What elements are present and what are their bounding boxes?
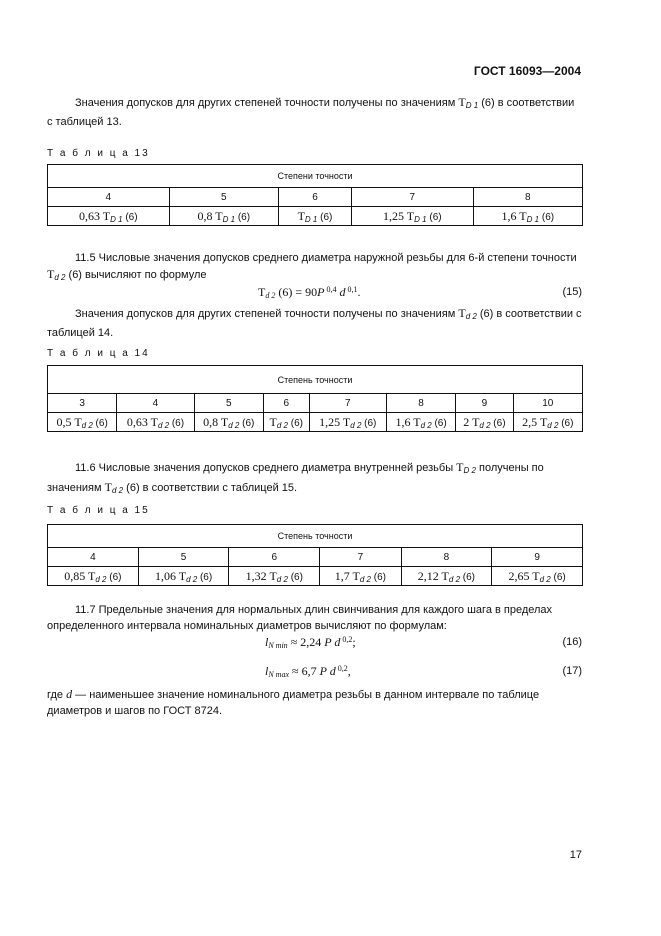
table15-col: 7 [320, 548, 401, 567]
table14-col: 3 [48, 394, 117, 413]
paragraph-table14-intro: Значения допусков для других степеней точности получены по значениям $T_{d 2}$ (6) в соответствии с таблицей 14. [47, 306, 582, 339]
table15-col: 4 [48, 548, 139, 567]
paragraph-where: где d — наименьшее значение номинального диаметра резьбы в данном интервале по таблице диаметров и шагов по ГОСТ 8724. [47, 687, 540, 717]
table-15 [47, 524, 583, 586]
table14-cell: 0,63 $T_{d 2}$ (6) [117, 413, 194, 432]
table14-col: 8 [386, 394, 455, 413]
table15-col: 6 [229, 548, 320, 567]
table13-col: 4 [48, 188, 170, 207]
table14-cell: $T_{d 2}$ (6) [263, 413, 309, 432]
table13-caption: Т а б л и ц а 13 [47, 148, 150, 159]
table-14 [47, 365, 583, 432]
table15-header: Степень точности [48, 525, 583, 548]
table13-cell: $T_{D 1}$ (6) [278, 207, 351, 226]
table13-header: Степени точности [48, 165, 583, 188]
paragraph-11-5: 11.5 Числовые значения допусков среднего диаметра наружной резьбы для 6-й степени точности $T_{d 2}$ (6) вычисляют по формуле [47, 252, 577, 282]
table15-col: 9 [492, 548, 583, 567]
page-number: 17 [569, 849, 582, 861]
document-header: ГОСТ 16093—2004 [473, 64, 581, 78]
paragraph-11-7: 11.7 Предельные значения для нормальных длин свинчивания для каждого шага в пределах определенного интервала номинальных диаметров вычисляют по формулам: [47, 604, 553, 632]
table15-cell: 0,85 $T_{d 2}$ (6) [48, 567, 139, 586]
table14-col: 9 [456, 394, 513, 413]
table-13 [47, 164, 583, 226]
table14-col: 5 [194, 394, 263, 413]
table13-cell: 1,25 $T_{D 1}$ (6) [352, 207, 474, 226]
formula-16: $l_{N min} \approx 2,24$ P d $^{0,2}$; [265, 635, 356, 650]
table14-col: 10 [513, 394, 582, 413]
table14-cell: 2,5 $T_{d 2}$ (6) [513, 413, 582, 432]
paragraph-11-6: 11.6 Числовые значения допусков среднего диаметра внутренней резьбы $T_{D 2}$ получены по значениям $T_{d 2}$ (6) в соответствии с таблицей 15. [47, 460, 544, 495]
table13-cell: 0,8 $T_{D 1}$ (6) [169, 207, 278, 226]
table13-col: 5 [169, 188, 278, 207]
formula-17: $l_{N max} \approx 6,7$ P d $^{0,2}$, [265, 664, 351, 679]
table15-cell: 2,12 $T_{d 2}$ (6) [401, 567, 492, 586]
table13-cell: 1,6 $T_{D 1}$ (6) [473, 207, 582, 226]
table15-cell: 1,32 $T_{d 2}$ (6) [229, 567, 320, 586]
equation-number-17: (17) [562, 665, 582, 677]
table14-col: 7 [309, 394, 386, 413]
table14-cell: 0,5 $T_{d 2}$ (6) [48, 413, 117, 432]
table14-cell: 2 $T_{d 2}$ (6) [456, 413, 513, 432]
table14-header: Степень точности [48, 366, 583, 394]
table14-cell: 1,25 $T_{d 2}$ (6) [309, 413, 386, 432]
table15-cell: 1,06 $T_{d 2}$ (6) [138, 567, 229, 586]
table14-caption: Т а б л и ц а 14 [47, 348, 150, 359]
table13-col: 7 [352, 188, 474, 207]
table15-cell: 2,65 $T_{d 2}$ (6) [492, 567, 583, 586]
table14-col: 6 [263, 394, 309, 413]
table13-col: 8 [473, 188, 582, 207]
equation-number-15: (15) [562, 286, 582, 298]
equation-number-16: (16) [562, 636, 582, 648]
table15-cell: 1,7 $T_{d 2}$ (6) [320, 567, 401, 586]
table15-col: 5 [138, 548, 229, 567]
table15-caption: Т а б л и ц а 15 [47, 505, 150, 516]
table14-cell: 0,8 $T_{d 2}$ (6) [194, 413, 263, 432]
table13-cell: 0,63 $T_{D 1}$ (6) [48, 207, 170, 226]
table14-col: 4 [117, 394, 194, 413]
formula-15: $T_{d 2}$ (6) = 90P $^{0,4}$ d $^{0,1}$. [258, 285, 361, 300]
paragraph-table13-intro: Значения допусков для других степеней точности получены по значениям $T_{D 1}$ (6) в соответствии с таблицей 13. [47, 95, 575, 128]
table14-cell: 1,6 $T_{d 2}$ (6) [386, 413, 455, 432]
table15-col: 8 [401, 548, 492, 567]
table13-col: 6 [278, 188, 351, 207]
